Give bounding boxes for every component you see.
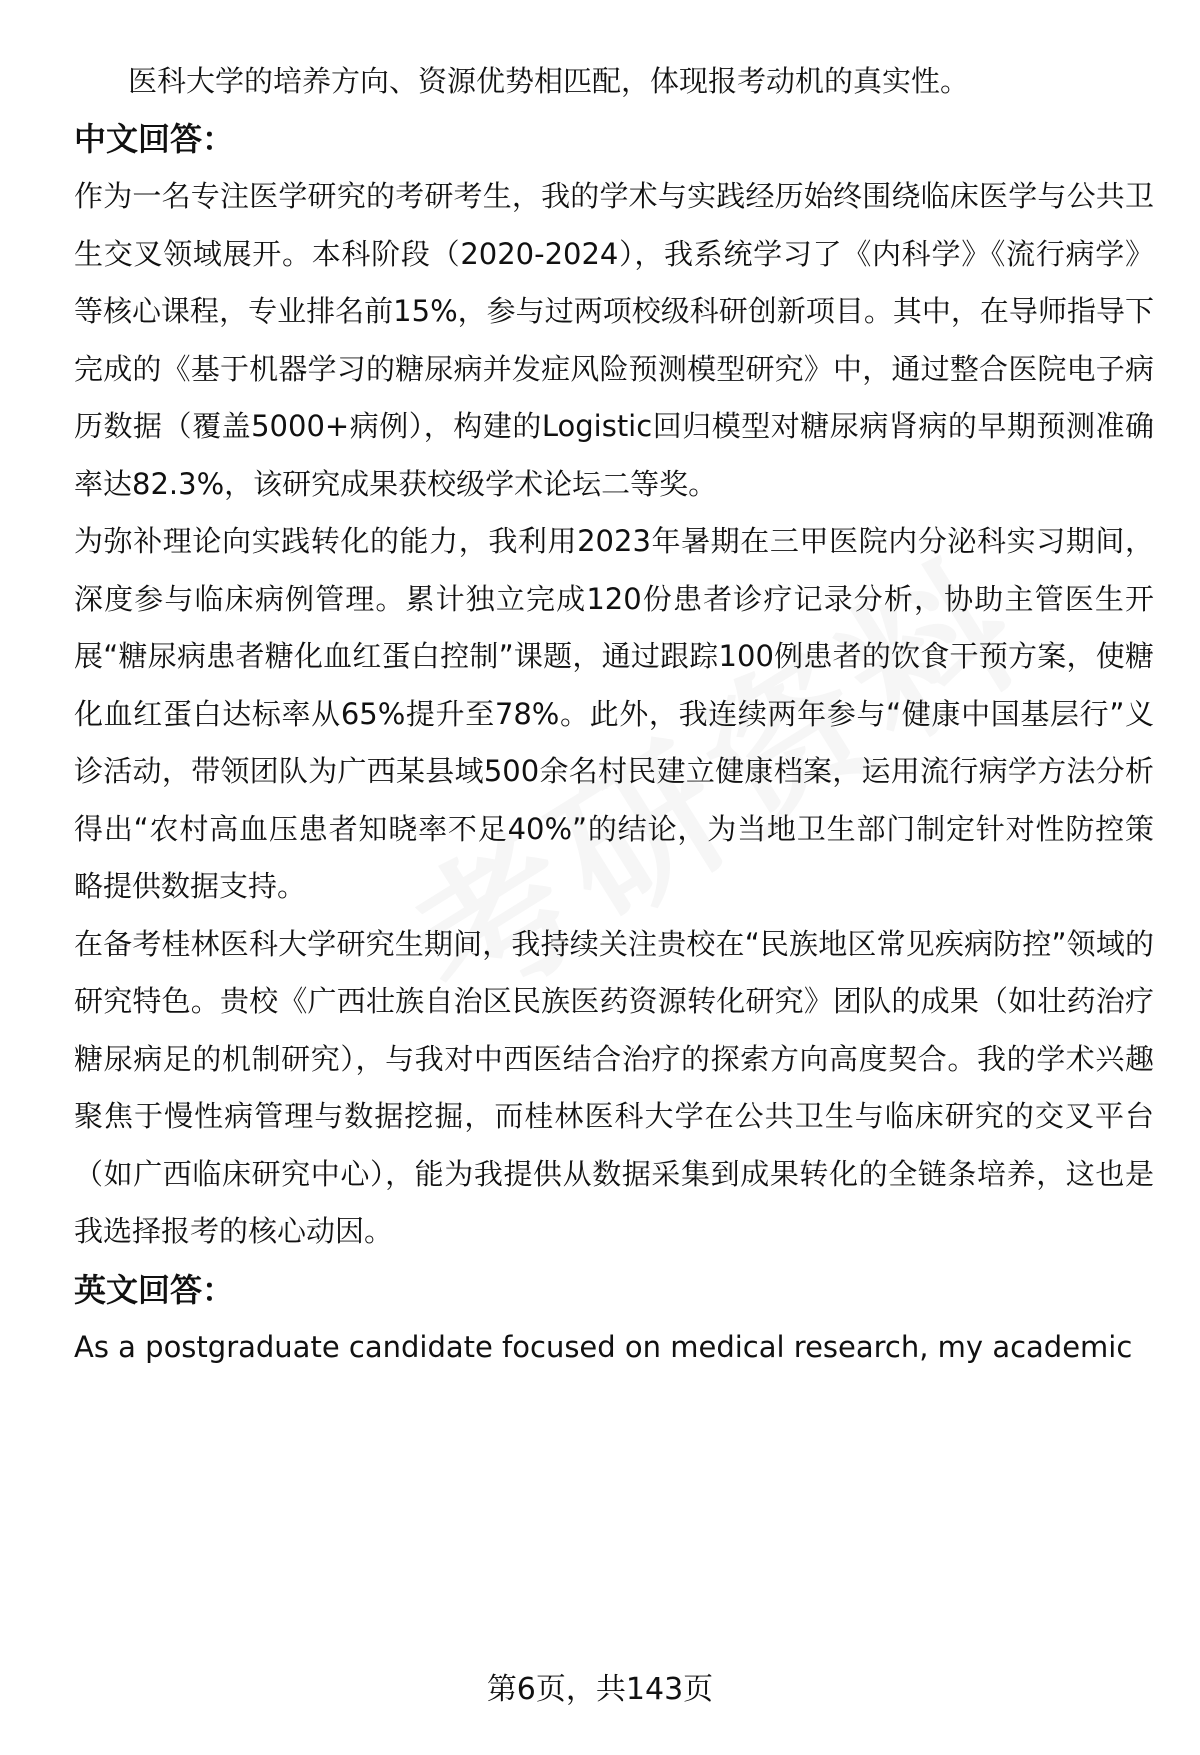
chinese-answer-heading: 中文回答： <box>74 120 235 158</box>
page-content <box>74 52 1154 1376</box>
lead-line: 医科大学的培养方向、资源优势相匹配，体现报考动机的真实性。 <box>128 64 970 98</box>
chinese-paragraph-2: 为弥补理论向实践转化的能力，我利用2023年暑期在三甲医院内分泌科实习期间，深度参与临床病例管理。累计独立完成120份患者诊疗记录分析，协助主管医生开展“糖尿病患者糖化血红蛋白控制”课题，通过跟踪100例患者的饮食干预方案，使糖化血红蛋白达标率从65%提升至78%。此外，我连续两年参与“健康中国基层行”义诊活动，带领团队为广西某县域500余名村民建立健康档案，运用流行病学方法分析得出“农村高血压患者知晓率不足40%”的结论，为当地卫生部门制定针对性防控策略提供数据支持。 <box>74 524 1154 903</box>
english-paragraph: As a postgraduate candidate focused on medical research, my academic <box>74 1329 1133 1364</box>
english-answer-heading: 英文回答： <box>74 1270 235 1309</box>
page-number-footer: 第6页，共143页 <box>486 1672 714 1707</box>
chinese-paragraph-3: 在备考桂林医科大学研究生期间，我持续关注贵校在“民族地区常见疾病防控”领域的研究特色。贵校《广西壮族自治区民族医药资源转化研究》团队的成果（如壮药治疗糖尿病足的机制研究），与我对中西医结合治疗的探索方向高度契合。我的学术兴趣聚焦于慢性病管理与数据挖掘，而桂林医科大学在公共卫生与临床研究的交叉平台（如广西临床研究中心），能为我提供从数据采集到成果转化的全链条培养，这也是我选择报考的核心动因。 <box>74 926 1154 1248</box>
chinese-paragraph-1: 作为一名专注医学研究的考研考生，我的学术与实践经历始终围绕临床医学与公共卫生交叉领域展开。本科阶段（2020-2024），我系统学习了《内科学》《流行病学》等核心课程，专业排名前15%，参与过两项校级科研创新项目。其中，在导师指导下完成的《基于机器学习的糖尿病并发症风险预测模型研究》中，通过整合医院电子病历数据（覆盖5000+病例），构建的Logistic回归模型对糖尿病肾病的早期预测准确率达82.3%，该研究成果获校级学术论坛二等奖。 <box>74 179 1154 501</box>
